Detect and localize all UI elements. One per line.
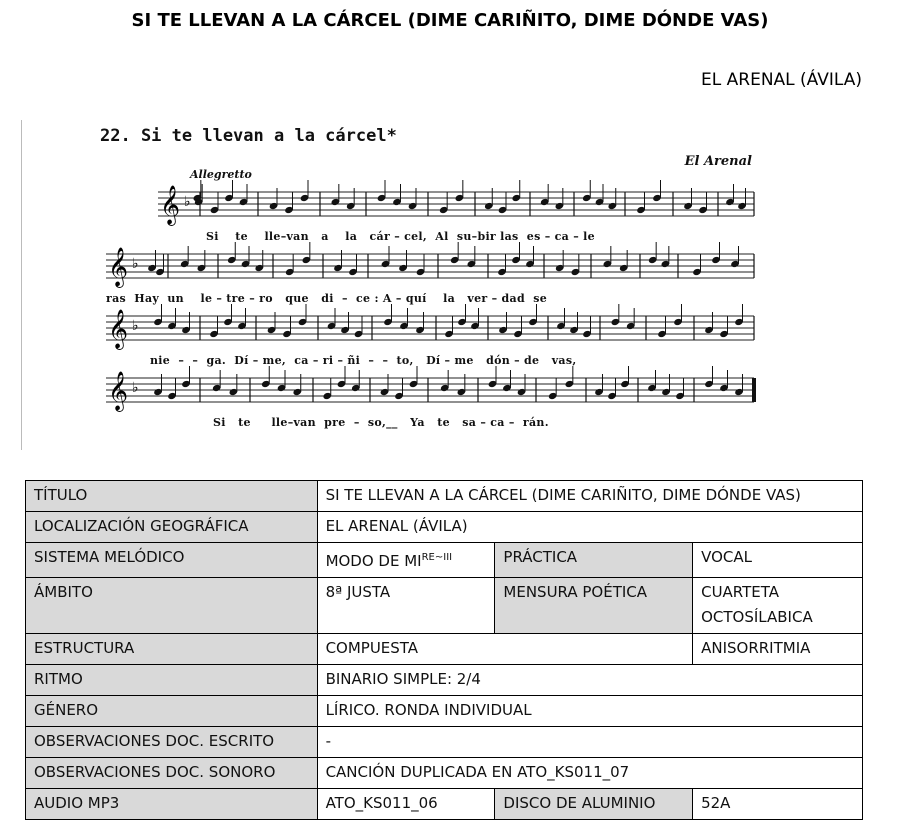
lyric-line-1: Si te lle–van a la cár – cel, Al su–bir las es – ca – le bbox=[206, 230, 595, 243]
lyric-line-4: Si te lle–van pre – so,__ Ya te sa – ca – rán. bbox=[213, 416, 549, 429]
table-row bbox=[26, 512, 863, 543]
sistema-label: SISTEMA MELÓDICO bbox=[26, 543, 318, 578]
lyric-line-3: nie – – ga. Dí – me, ca – ri – ñi – – to, Dí – me dón – de vas, bbox=[150, 354, 577, 367]
treble-clef: 𝄞 bbox=[108, 309, 129, 349]
ritmo-value: BINARIO SIMPLE: 2/4 bbox=[317, 665, 862, 696]
disco-value: 52A bbox=[693, 789, 863, 820]
obs-sonoro-value: CANCIÓN DUPLICADA EN ATO_KS011_07 bbox=[317, 758, 862, 789]
table-row bbox=[26, 634, 863, 665]
ritmo-label: RITMO bbox=[26, 665, 318, 696]
table-row bbox=[26, 543, 863, 578]
localizacion-value: EL ARENAL (ÁVILA) bbox=[317, 512, 862, 543]
table-row bbox=[26, 481, 863, 512]
score-heading: 22. Si te llevan a la cárcel* bbox=[100, 126, 397, 146]
table-row bbox=[26, 727, 863, 758]
titulo-label: TÍTULO bbox=[26, 481, 318, 512]
obs-escrito-label: OBSERVACIONES DOC. ESCRITO bbox=[26, 727, 318, 758]
treble-clef: 𝄞 bbox=[108, 371, 129, 411]
location-heading: EL ARENAL (ÁVILA) bbox=[701, 70, 862, 90]
score-tempo: Allegretto bbox=[190, 168, 252, 181]
estructura-extra: ANISORRITMIA bbox=[693, 634, 863, 665]
sistema-value: MODO DE MI bbox=[325, 552, 422, 570]
treble-clef: 𝄞 bbox=[160, 185, 181, 225]
sistema-cell bbox=[317, 543, 495, 578]
flat-sign: ♭ bbox=[132, 318, 139, 334]
obs-escrito-value: - bbox=[317, 727, 862, 758]
genero-label: GÉNERO bbox=[26, 696, 318, 727]
flat-sign: ♭ bbox=[184, 194, 191, 210]
table-row bbox=[26, 578, 863, 634]
mensura-label: MENSURA POÉTICA bbox=[495, 578, 693, 634]
obs-sonoro-label: OBSERVACIONES DOC. SONORO bbox=[26, 758, 318, 789]
localizacion-label: LOCALIZACIÓN GEOGRÁFICA bbox=[26, 512, 318, 543]
estructura-value: COMPUESTA bbox=[317, 634, 693, 665]
table-row bbox=[26, 789, 863, 820]
flat-sign: ♭ bbox=[132, 256, 139, 272]
table-row bbox=[26, 758, 863, 789]
flat-sign: ♭ bbox=[132, 380, 139, 396]
table-row bbox=[26, 665, 863, 696]
practica-label: PRÁCTICA bbox=[495, 543, 693, 578]
practica-value: VOCAL bbox=[693, 543, 863, 578]
audio-label: AUDIO MP3 bbox=[26, 789, 318, 820]
staff-lines bbox=[18, 120, 758, 450]
genero-value: LÍRICO. RONDA INDIVIDUAL bbox=[317, 696, 862, 727]
page-title: SI TE LLEVAN A LA CÁRCEL (DIME CARIÑITO, DIME DÓNDE VAS) bbox=[131, 10, 769, 31]
ambito-value: 8ª JUSTA bbox=[317, 578, 495, 634]
treble-clef: 𝄞 bbox=[108, 247, 129, 287]
sistema-sup: RE~III bbox=[421, 552, 453, 563]
estructura-label: ESTRUCTURA bbox=[26, 634, 318, 665]
score-place: El Arenal bbox=[684, 154, 752, 169]
ambito-label: ÁMBITO bbox=[26, 578, 318, 634]
lyric-line-2: ras Hay un le – tre – ro que di – ce : A – quí la ver – dad se bbox=[106, 292, 548, 305]
disco-label: DISCO DE ALUMINIO bbox=[495, 789, 693, 820]
titulo-value: SI TE LLEVAN A LA CÁRCEL (DIME CARIÑITO, DIME DÓNDE VAS) bbox=[317, 481, 862, 512]
music-score bbox=[18, 120, 758, 450]
mensura-value: CUARTETA OCTOSÍLABICA bbox=[693, 578, 863, 634]
table-row bbox=[26, 696, 863, 727]
metadata-table bbox=[25, 480, 863, 820]
audio-value: ATO_KS011_06 bbox=[317, 789, 495, 820]
